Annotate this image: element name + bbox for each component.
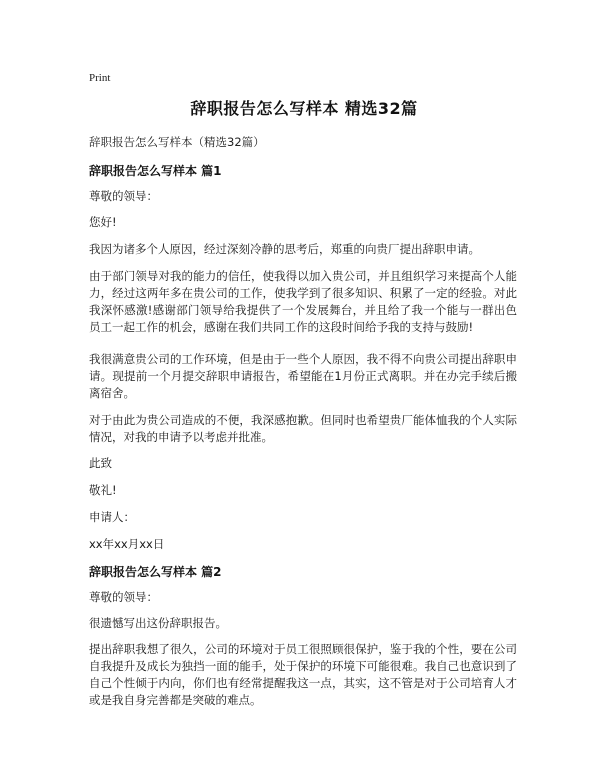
- print-label: Print: [89, 72, 111, 84]
- section-2-paragraph-1: 很遗憾写出这份辞职报告。: [89, 616, 227, 630]
- section-1-applicant: 申请人：: [89, 510, 135, 524]
- section-2-greeting: 尊敬的领导：: [89, 590, 158, 604]
- section-1-closing-2: 敬礼!: [89, 483, 117, 497]
- section-1-heading: 辞职报告怎么写样本 篇1: [89, 164, 222, 178]
- section-1-paragraph-1: 我因为诸多个人原因，经过深刻冷静的思考后，郑重的向贵厂提出辞职申请。: [89, 242, 480, 256]
- section-1-greeting: 尊敬的领导：: [89, 189, 158, 203]
- page-title: 辞职报告怎么写样本 精选32篇: [190, 99, 418, 118]
- section-1-paragraph-3: 我很满意贵公司的工作环境，但是由于一些个人原因，我不得不向贵公司提出辞职申请。现提前一个月提交辞职申请报告，希望能在1月份正式离职。并在办完手续后搬离宿舍。: [89, 352, 517, 400]
- section-2-heading: 辞职报告怎么写样本 篇2: [89, 565, 222, 579]
- section-1-paragraph-2: 由于部门领导对我的能力的信任，使我得以加入贵公司，并且组织学习来提高个人能力，经过这两年多在贵公司的工作，使我学到了很多知识、积累了一定的经验。对此我深怀感激!感谢部门领导给我提供了一个发展舞台，并且给了我一个能与一群出色员工一起工作的机会，感谢在我们共同工作的这段时间给予我的支持与鼓励!: [89, 269, 517, 334]
- section-1-date: xx年xx月xx日: [89, 537, 165, 551]
- document-subtitle: 辞职报告怎么写样本（精选32篇）: [89, 135, 265, 149]
- section-1-closing-1: 此致: [89, 456, 112, 470]
- section-1-paragraph-4: 对于由此为贵公司造成的不便，我深感抱歉。但同时也希望贵厂能体恤我的个人实际情况，对我的申请予以考虑并批准。: [89, 413, 517, 444]
- section-1-hello: 您好!: [89, 215, 117, 229]
- section-2-paragraph-2: 提出辞职我想了很久，公司的环境对于员工很照顾很保护，鉴于我的个性，要在公司自我提升及成长为独挡一面的能手，处于保护的环境下可能很难。我自己也意识到了自己个性倾于内向，你们也有经常提醒我这一点，其实，这不管是对于公司培育人才或是我自身完善都是突破的难点。: [89, 642, 517, 707]
